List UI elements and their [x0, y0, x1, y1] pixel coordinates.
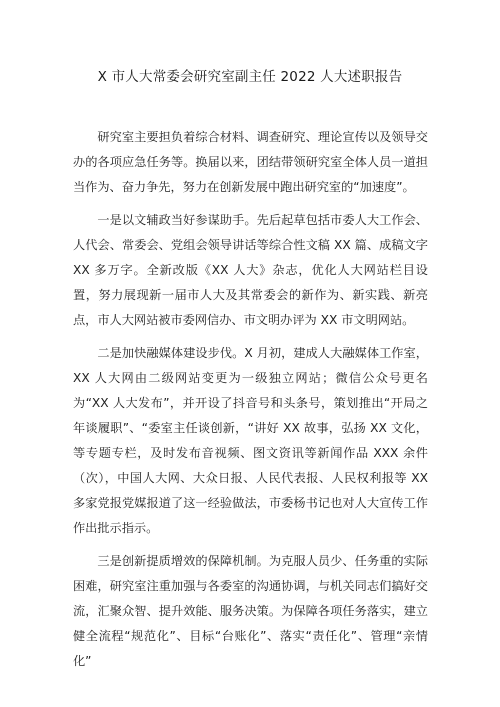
paragraph-point-2: 二是加快融媒体建设步伐。X 月初，建成人大融媒体工作室，XX 人大网由二级网站变更为一级独立网站；微信公众号更名为“XX 人大发布”，并开设了抖音号和头条号，策划推出“开局之年谈履职”、“委室主任谈创新，“讲好 XX 故事，弘扬 XX 文化，等专题专栏，及时发布音视频、图文资讯等新闻作品 XXX 余件（次），中国人大网、大众日报、人民代表报、人民权利报等 XX 多家党报党媒报道了这一经验做法，市委杨书记也对人大宣传工作作出批示指示。: [73, 346, 428, 535]
paragraph-point-1: 一是以文辅政当好参谋助手。先后起草包括市委人大工作会、人代会、常委会、党组会领导讲话等综合性文稿 XX 篇、成稿文字 XX 多万字。全新改版《XX 人大》杂志，优化人大网站栏目设置，努力展现新一届市人大及其常委会的新作为、新实践、新亮点，市人大网站被市委网信办、市文明办评为 XX 市文明网站。: [73, 213, 428, 327]
document-title: X 市人大常委会研究室副主任 2022 人大述职报告: [97, 69, 403, 85]
paragraph-point-3: 三是创新提质增效的保障机制。为克服人员少、任务重的实际困难，研究室注重加强与各委室的沟通协调，与机关同志们搞好交流，汇聚众智、提升效能、服务决策。为保障各项任务落实，建立健全流程“规范化”、目标“台账化”、落实“责任化”、管理“亲情化”: [73, 554, 428, 668]
paragraph-intro: 研究室主要担负着综合材料、调查研究、理论宣传以及领导交办的各项应急任务等。换届以来，团结带领研究室全体人员一道担当作为、奋力争先，努力在创新发展中跑出研究室的“加速度”。: [73, 130, 428, 194]
document-body: [73, 125, 428, 682]
